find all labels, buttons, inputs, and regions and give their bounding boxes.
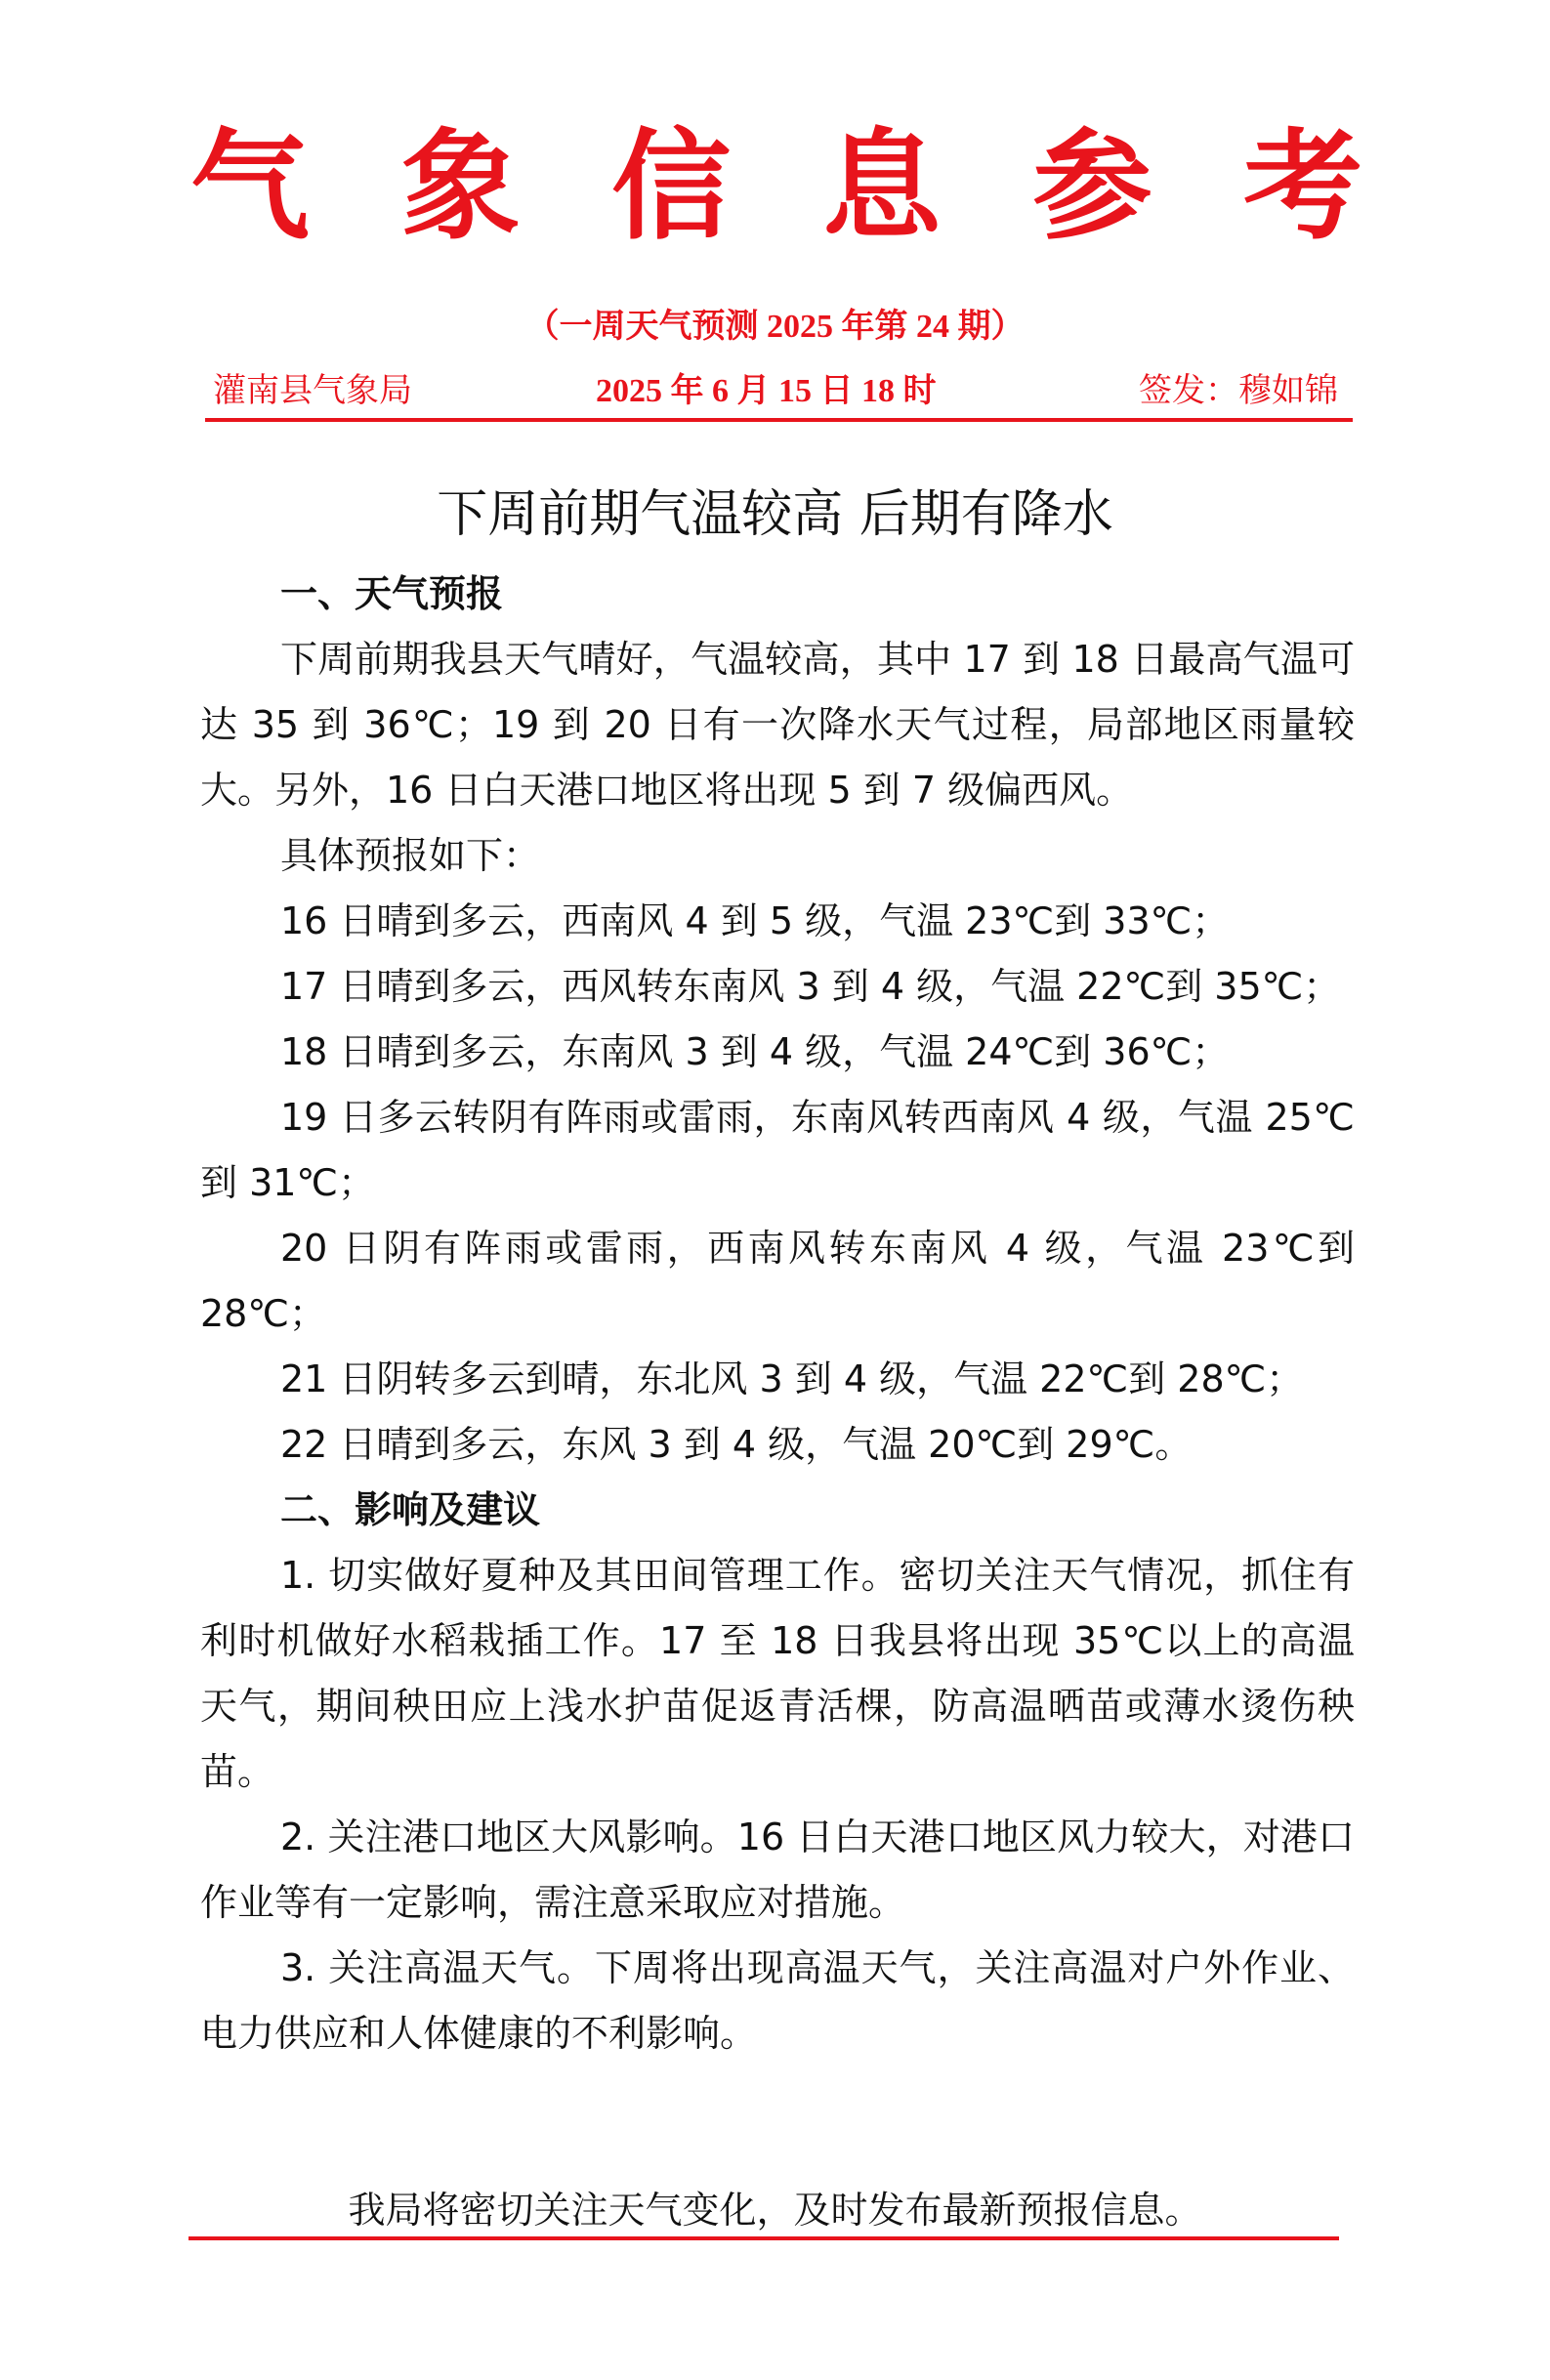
bureau-name: 灌南县气象局	[213, 373, 412, 409]
forecast-day: 18 日晴到多云，东南风 3 到 4 级，气温 24℃到 36℃；	[280, 1030, 1230, 1073]
section-heading: 二、影响及建议	[280, 1488, 541, 1531]
forecast-day: 20 日阴有阵雨或雷雨，西南风转东南风 4 级，气温 23℃到 28℃；	[200, 1227, 1355, 1335]
document-body	[200, 562, 1355, 2067]
masthead-title	[190, 117, 1362, 254]
forecast-day: 16 日晴到多云，西南风 4 到 5 级，气温 23℃到 33℃；	[280, 899, 1230, 942]
issue-number: （一周天气预测 2025 年第 24 期）	[525, 309, 1025, 345]
top-divider	[205, 418, 1353, 422]
footer-note: 我局将密切关注天气变化，及时发布最新预报信息。	[348, 2189, 1202, 2232]
signer: 签发：穆如锦	[1139, 373, 1338, 409]
forecast-day: 22 日晴到多云，东风 3 到 4 级，气温 20℃到 29℃。	[280, 1423, 1193, 1466]
masthead-char: 参	[1032, 115, 1152, 256]
advice-item: 1. 切实做好夏种及其田间管理工作。密切关注天气情况，抓住有利时机做好水稻栽插工作。17 至 18 日我县将出现 35℃以上的高温天气，期间秧田应上浅水护苗促返青活棵，防高温晒苗或薄水烫伤秧苗。	[200, 1554, 1355, 1793]
meta-row	[213, 363, 1338, 412]
forecast-day: 17 日晴到多云，西风转东南风 3 到 4 级，气温 22℃到 35℃；	[280, 965, 1341, 1008]
bottom-divider	[189, 2236, 1339, 2240]
page-title: 下周前期气温较高 后期有降水	[437, 485, 1113, 544]
masthead-char: 气	[190, 115, 310, 256]
advice-item: 2. 关注港口地区大风影响。16 日白天港口地区风力较大，对港口作业等有一定影响，需注意采取应对措施。	[200, 1816, 1355, 1924]
masthead-char: 考	[1242, 115, 1362, 256]
masthead-char: 息	[821, 115, 942, 256]
section-heading: 一、天气预报	[280, 572, 504, 615]
forecast-summary: 下周前期我县天气晴好，气温较高，其中 17 到 18 日最高气温可达 35 到 36℃；19 到 20 日有一次降水天气过程，局部地区雨量较大。另外，16 日白天港口地区将出现 5 到 7 级偏西风。	[200, 638, 1355, 812]
masthead-char: 信	[611, 115, 732, 256]
masthead-char: 象	[400, 115, 521, 256]
advice-item: 3. 关注高温天气。下周将出现高温天气，关注高温对户外作业、电力供应和人体健康的不利影响。	[200, 1946, 1355, 2055]
forecast-intro: 具体预报如下：	[280, 834, 541, 877]
issue-datetime: 2025 年 6 月 15 日 18 时	[596, 373, 937, 409]
forecast-day: 21 日阴转多云到晴，东北风 3 到 4 级，气温 22℃到 28℃；	[280, 1357, 1304, 1400]
forecast-day: 19 日多云转阴有阵雨或雷雨，东南风转西南风 4 级，气温 25℃到 31℃；	[200, 1096, 1355, 1204]
